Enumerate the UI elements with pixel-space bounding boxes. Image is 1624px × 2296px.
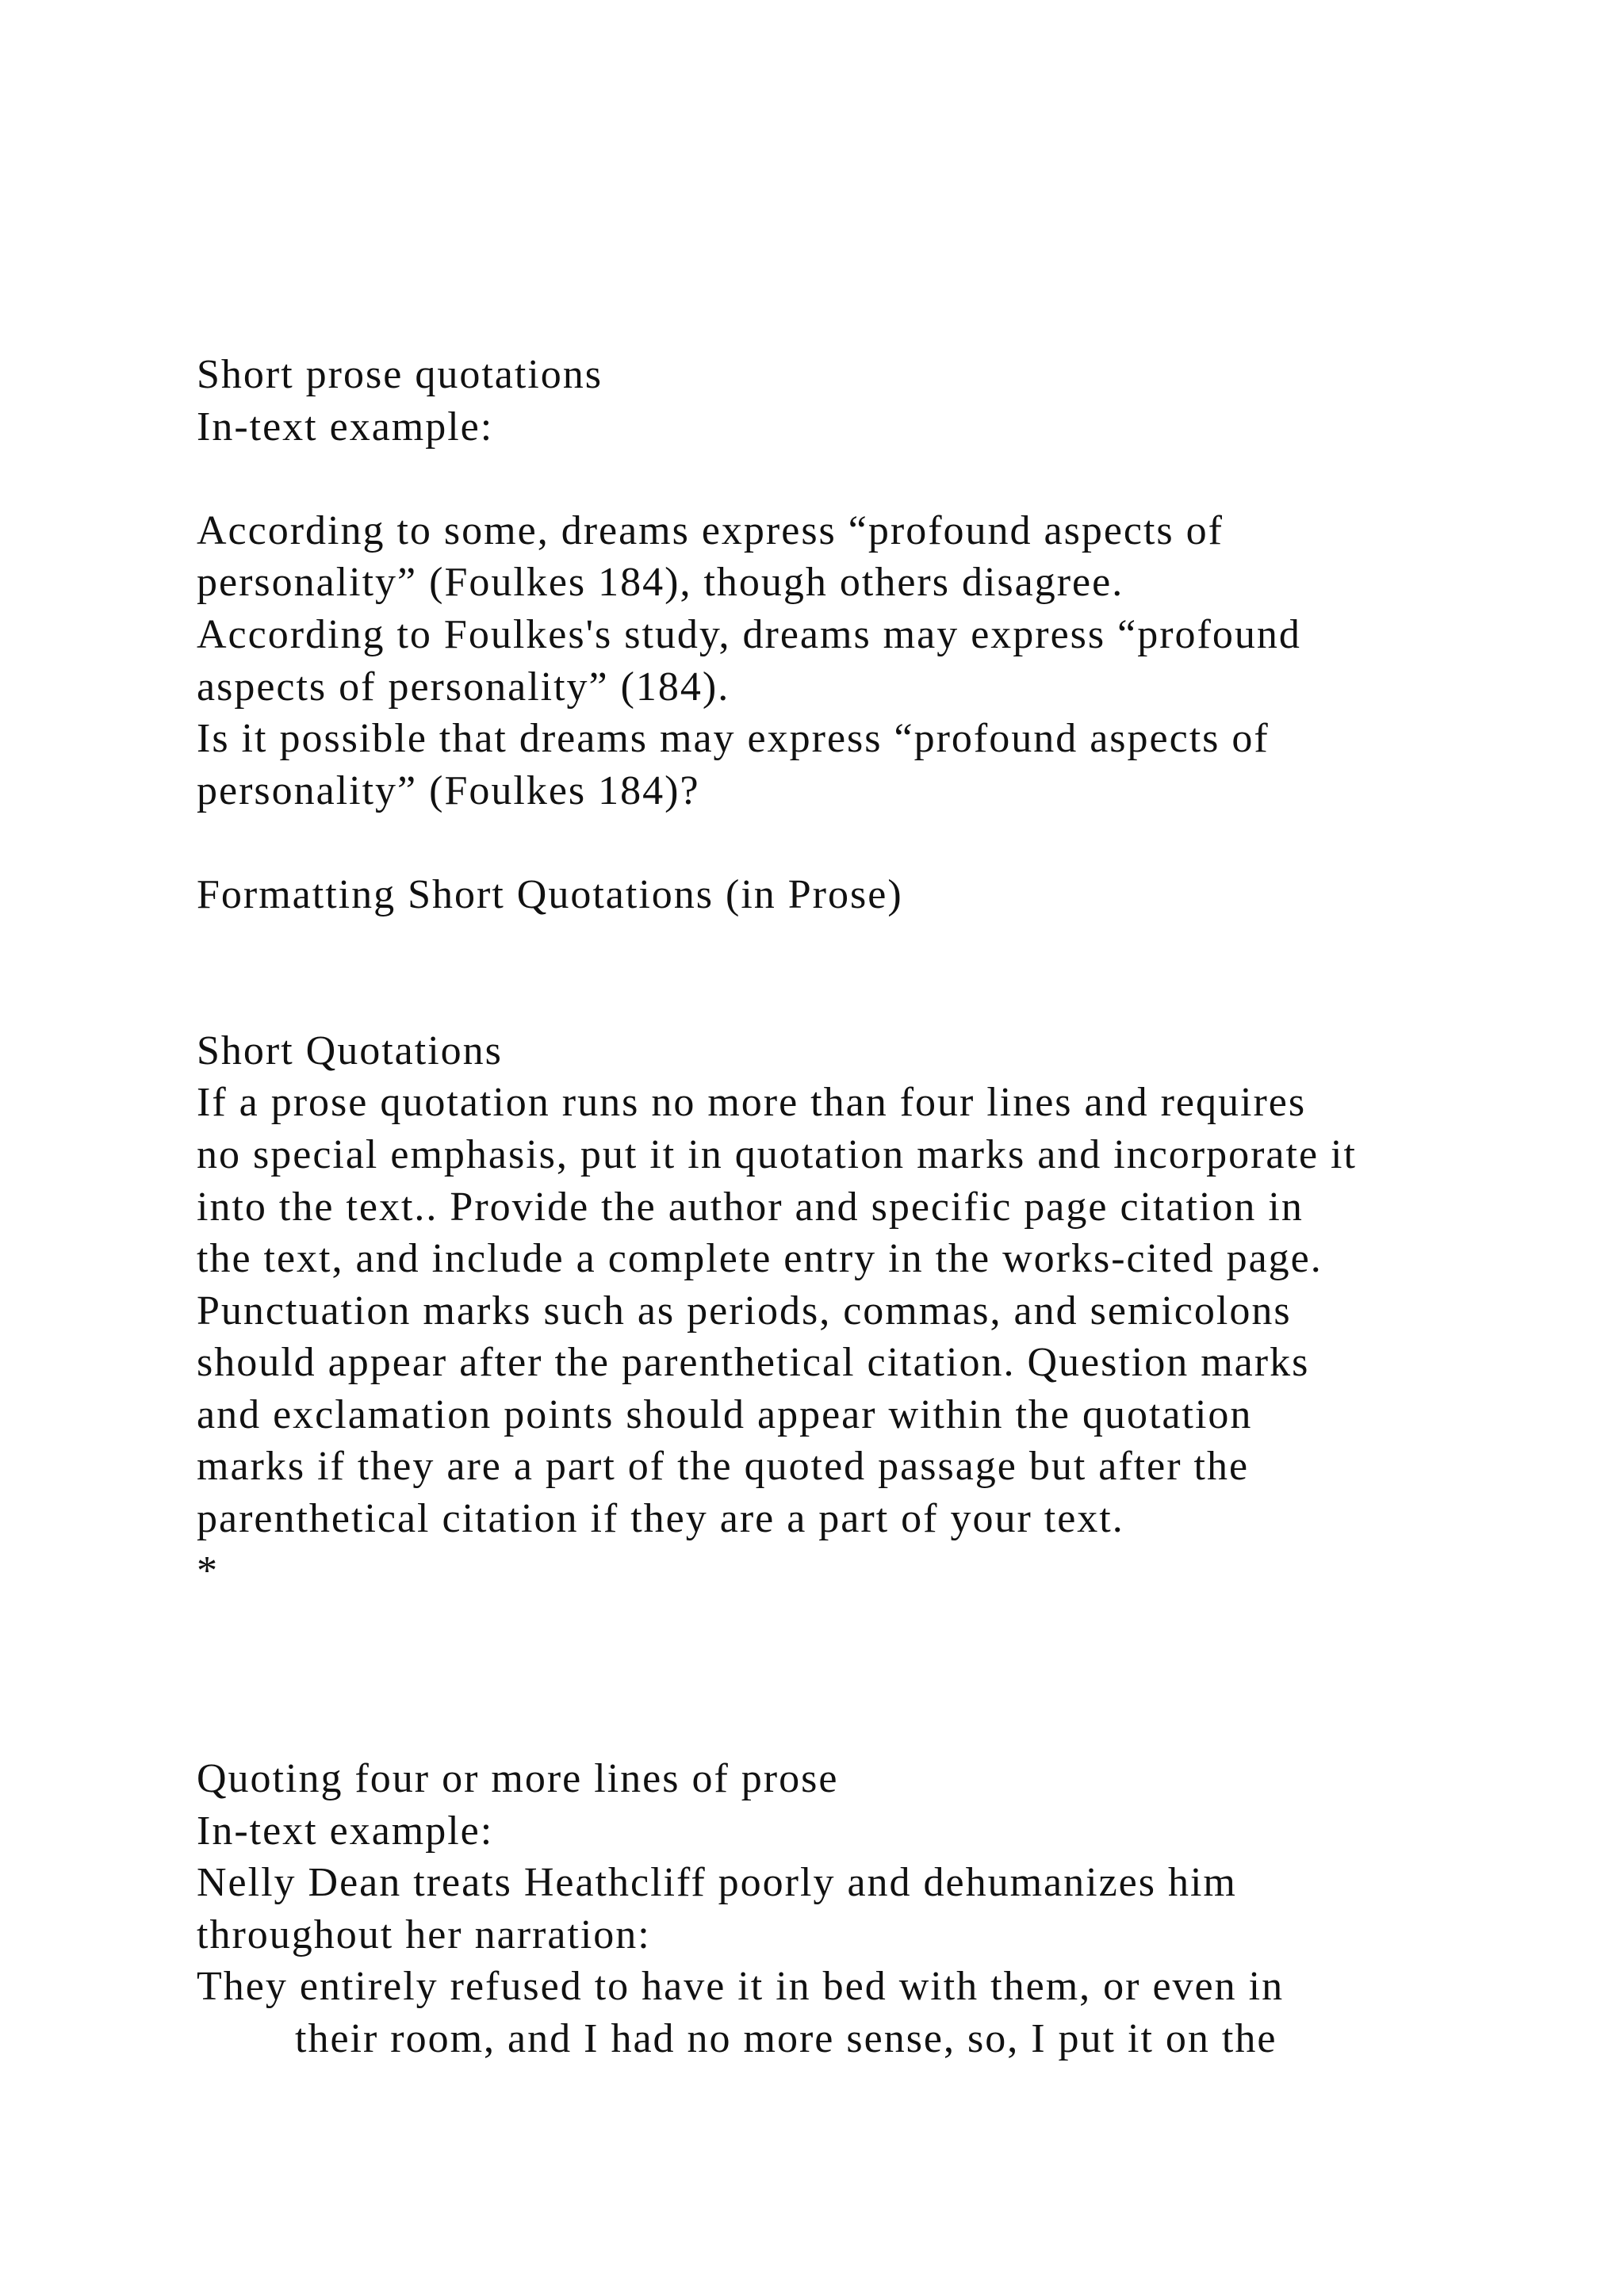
- paragraph-line: the text, and include a complete entry in the works-cited page.: [197, 1236, 1323, 1282]
- paragraph-line: no special emphasis, put it in quotation marks and incorporate it: [197, 1131, 1357, 1177]
- example-line: aspects of personality” (184).: [197, 664, 730, 710]
- blank-line: [197, 973, 1561, 1025]
- example-line: According to Foulkes's study, dreams may express “profound: [197, 611, 1301, 657]
- intro-line: throughout her narration:: [197, 1911, 651, 1957]
- paragraph-line: parenthetical citation if they are a part of your text.: [197, 1496, 1124, 1542]
- section-heading: Short prose quotations: [197, 352, 603, 397]
- paragraph-line: Punctuation marks such as periods, commas, and semicolons: [197, 1288, 1292, 1334]
- example-line: Is it possible that dreams may express “profound aspects of: [197, 716, 1270, 762]
- blank-line: [197, 1597, 1561, 1649]
- paragraph-line: should appear after the parenthetical citation. Question marks: [197, 1340, 1310, 1386]
- blank-line: [197, 1701, 1561, 1753]
- paragraph-line: marks if they are a part of the quoted passage but after the: [197, 1444, 1250, 1490]
- block-quote-line: They entirely refused to have it in bed with them, or even in: [197, 1964, 1285, 2010]
- section-heading: Quoting four or more lines of prose: [197, 1756, 839, 1802]
- block-quote-line: their room, and I had no more sense, so, I put it on the: [295, 2016, 1277, 2061]
- document-body: [197, 349, 1561, 2065]
- example-label: In-text example:: [197, 1808, 494, 1854]
- asterisk-marker: *: [197, 1548, 219, 1594]
- example-line: personality” (Foulkes 184)?: [197, 767, 700, 813]
- blank-line: [197, 817, 1561, 869]
- paragraph-line: and exclamation points should appear within the quotation: [197, 1391, 1253, 1437]
- section-subheading: Formatting Short Quotations (in Prose): [197, 871, 903, 917]
- blank-line: [197, 453, 1561, 505]
- example-label: In-text example:: [197, 404, 494, 450]
- blank-line: [197, 921, 1561, 974]
- paragraph-line: If a prose quotation runs no more than four lines and requires: [197, 1080, 1307, 1126]
- example-line: personality” (Foulkes 184), though others disagree.: [197, 560, 1124, 606]
- blank-line: [197, 1649, 1561, 1701]
- example-line: According to some, dreams express “profound aspects of: [197, 507, 1224, 553]
- section-heading: Short Quotations: [197, 1027, 503, 1073]
- paragraph-line: into the text.. Provide the author and specific page citation in: [197, 1184, 1304, 1230]
- intro-line: Nelly Dean treats Heathcliff poorly and dehumanizes him: [197, 1860, 1237, 1906]
